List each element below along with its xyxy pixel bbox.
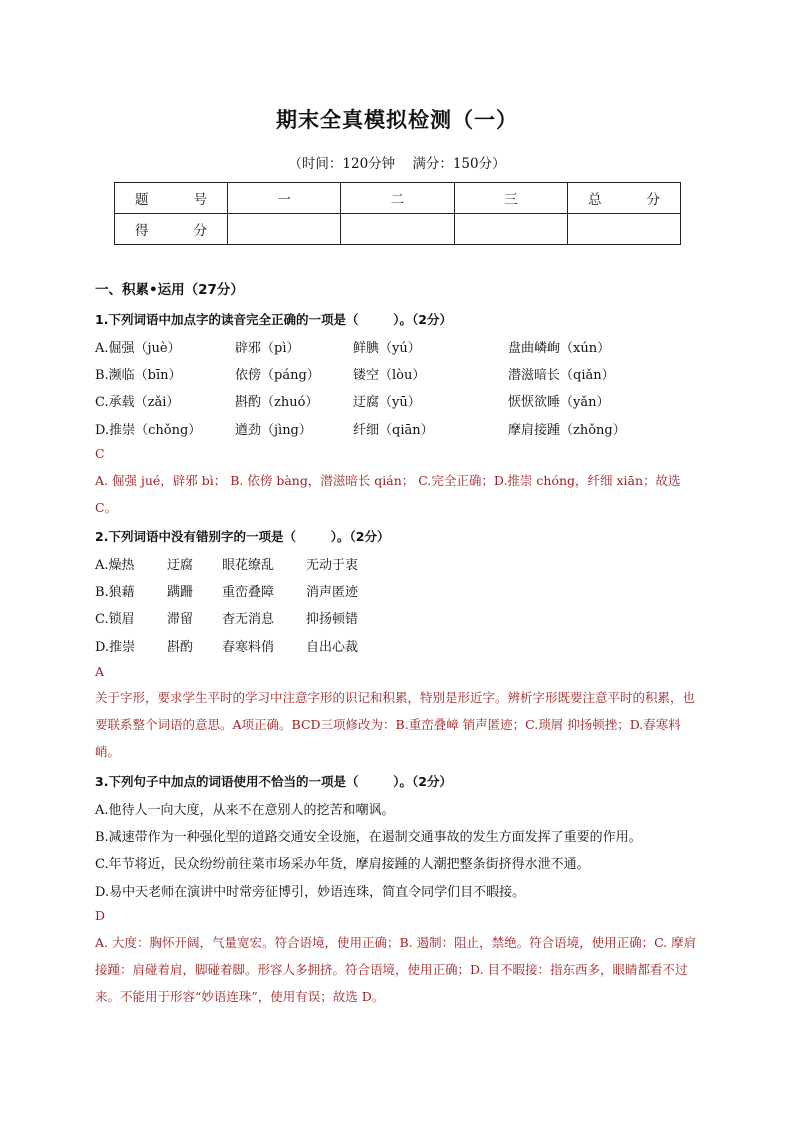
score-table-header-row	[115, 183, 681, 214]
score-table-col-total: 总 分	[568, 183, 681, 214]
score-cell	[228, 214, 341, 245]
question-1-option-d: D.推崇（chǒng） 遒劲（jìng） 纤细（qiān） 摩肩接踵（zhǒng）	[95, 423, 626, 438]
question-3-option-a: A.他待人一向大度，从来不在意别人的挖苦和嘲讽。	[95, 803, 395, 818]
question-2-option-a: A.燥热 迂腐 眼花缭乱 无动于衷	[95, 558, 359, 573]
question-1-option-b: B.濒临（bīn） 依傍（páng） 镂空（lòu） 潜滋暗长（qiǎn）	[95, 368, 615, 383]
score-cell	[341, 214, 454, 245]
question-2-explanation: 关于字形，要求学生平时的学习中注意字形的识记和积累，特别是形近字。辨析字形既要注意平时的积累，也要联系整个词语的意思。A项正确。BCD三项修改为：B.重峦叠嶂 销声匿迹；C.琐屑 抑扬顿挫；D.春寒料峭。	[95, 690, 696, 759]
score-cell	[454, 214, 567, 245]
question-1-stem: 1.下列词语中加点字的读音完全正确的一项是（ ）。（2分）	[95, 312, 452, 327]
page-title: 期末全真模拟检测（一）	[276, 108, 518, 132]
question-1-answer: C	[95, 446, 105, 461]
question-3-option-b: B.减速带作为一种强化型的道路交通安全设施，在遏制交通事故的发生方面发挥了重要的作用。	[95, 830, 642, 845]
question-2-option-b: B.狼藉 蹒跚 重峦叠障 消声匿迹	[95, 585, 359, 600]
question-2-option-c: C.锁眉 滞留 杳无消息 抑扬顿错	[95, 612, 359, 627]
score-table-score-row	[115, 214, 681, 245]
section-heading: 一、积累•运用（27分）	[95, 282, 244, 298]
question-1-explanation: A. 倔强 jué，辟邪 bì； B. 依傍 bàng，潜滋暗长 qián； C.完全正确；D.推崇 chóng，纤细 xiān；故选 C。	[95, 473, 681, 515]
question-3-explanation: A. 大度：胸怀开阔，气量宽宏。符合语境，使用正确；B. 遏制：阻止，禁绝。符合语境，使用正确；C. 摩肩接踵：肩碰着肩，脚碰着脚。形容人多拥挤。符合语境，使用正确；D. 目不暇接：指东西多，眼睛都看不过来。不能用于形容“妙语连珠”，使用有误；故选 D。	[95, 935, 697, 1004]
question-3-option-c: C.年节将近，民众纷纷前往菜市场采办年货，摩肩接踵的人潮把整条街挤得水泄不通。	[95, 857, 590, 872]
question-2-option-d: D.推崇 斟酌 春寒料俏 自出心裁	[95, 640, 359, 655]
score-table-col-three: 三	[454, 183, 567, 214]
score-table-label-score: 得 分	[115, 214, 228, 245]
question-1-option-c: C.承载（zǎi） 斟酌（zhuó） 迂腐（yū） 恹恹欲睡（yǎn）	[95, 395, 610, 410]
exam-time-score-info: （时间：120分钟 满分：150分）	[288, 156, 506, 172]
question-2-stem: 2.下列词语中没有错别字的一项是（ ）。（2分）	[95, 529, 390, 544]
score-table-col-one: 一	[228, 183, 341, 214]
score-cell	[568, 214, 681, 245]
score-table-col-two: 二	[341, 183, 454, 214]
question-3-option-d: D.易中天老师在演讲中时常旁征博引，妙语连珠，简直令同学们目不暇接。	[95, 885, 526, 900]
question-2-answer: A	[95, 664, 105, 679]
score-table	[114, 182, 681, 245]
question-1-option-a: A.倔强（juè） 辟邪（pì） 鲜腆（yú） 盘曲嶙峋（xún）	[95, 341, 611, 356]
question-3-stem: 3.下列句子中加点的词语使用不恰当的一项是（ ）。（2分）	[95, 774, 452, 789]
score-table-label-question-number: 题 号	[115, 183, 228, 214]
question-3-answer: D	[95, 908, 106, 923]
